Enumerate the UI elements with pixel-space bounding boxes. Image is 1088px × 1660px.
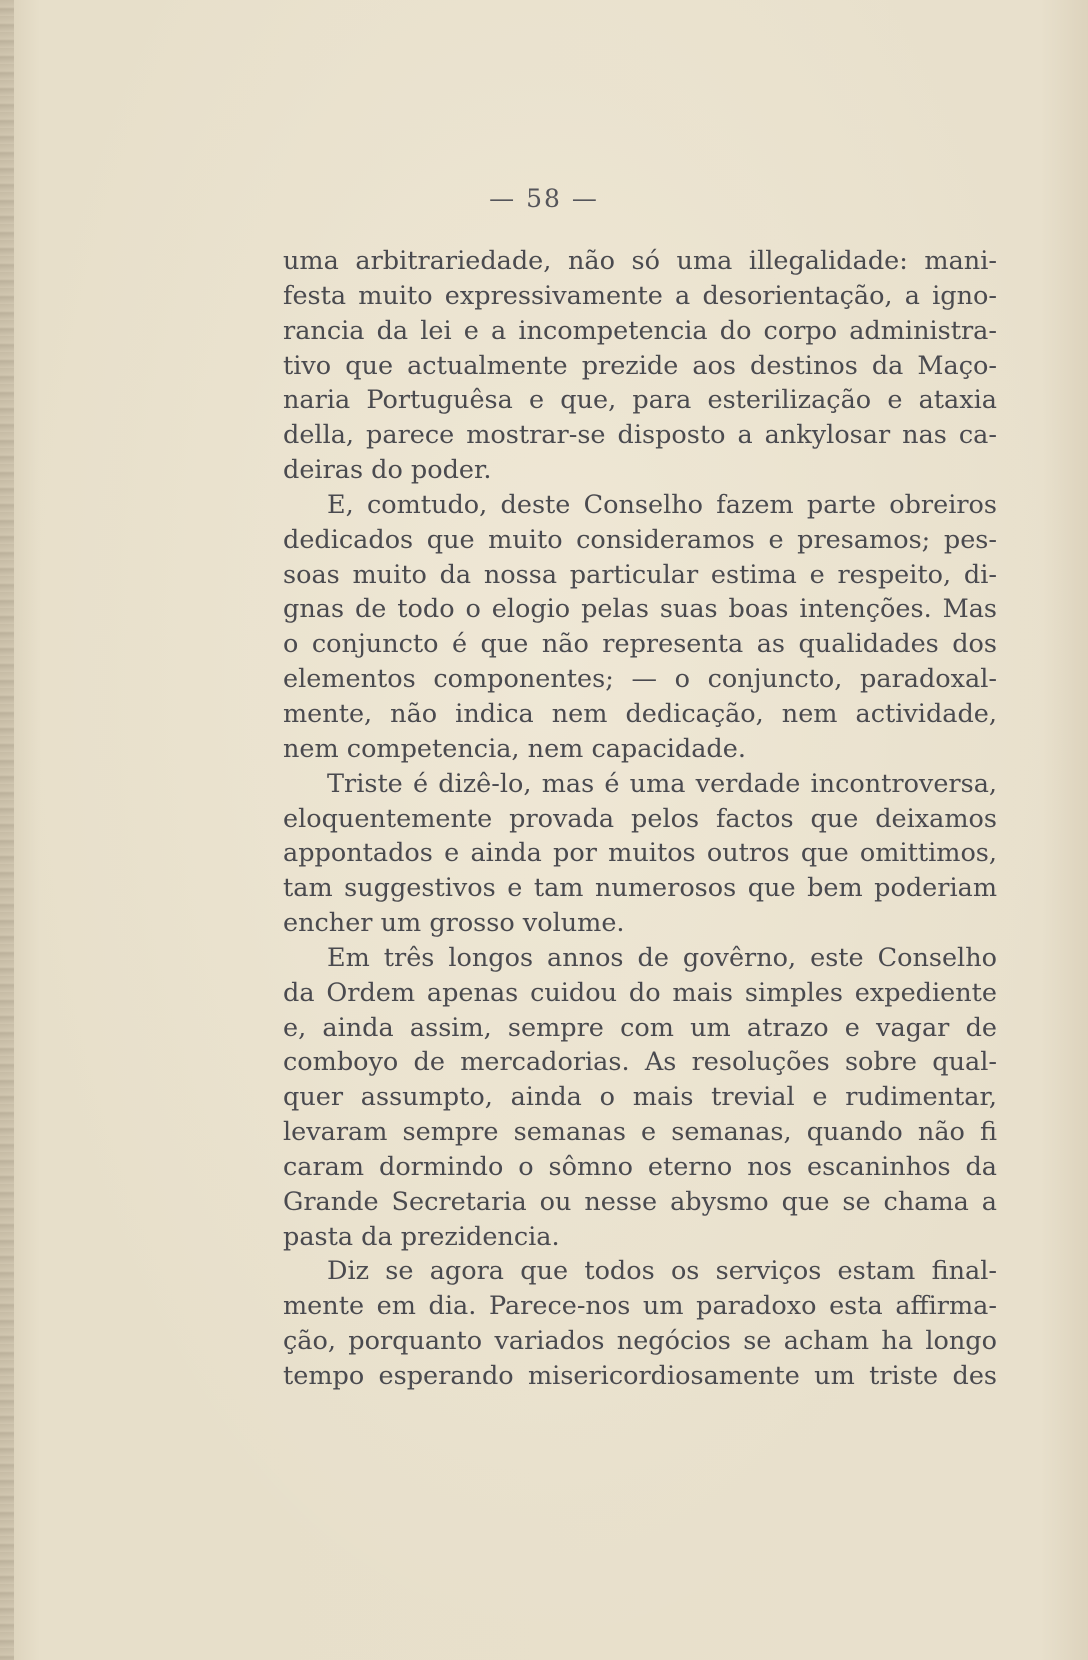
text-line: o conjuncto é que não representa as qualidades dos: [283, 629, 997, 660]
text-line: comboyo de mercadorias. As resoluções sobre qual-: [283, 1047, 997, 1078]
text-line: Diz se agora que todos os serviços estam final-: [327, 1256, 997, 1287]
text-line: quer assumpto, ainda o mais trevial e rudimentar,: [283, 1082, 997, 1113]
text-line: mente, não indica nem dedicação, nem actividade,: [283, 698, 997, 729]
text-line: levaram sempre semanas e semanas, quando não fi: [283, 1117, 997, 1148]
text-line: deiras do poder.: [283, 455, 492, 486]
text-line: festa muito expressivamente a desorientação, a igno-: [283, 280, 997, 311]
text-line: nem competencia, nem capacidade.: [283, 733, 746, 764]
text-line: rancia da lei e a incompetencia do corpo administra-: [283, 315, 997, 346]
text-line: Em três longos annos de govêrno, este Conselho: [327, 942, 997, 973]
text-line: elementos componentes; — o conjuncto, paradoxal-: [283, 664, 997, 695]
text-line: della, parece mostrar-se disposto a ankylosar nas ca-: [283, 420, 997, 451]
page-binding-edge: [0, 0, 14, 1660]
body-text: [283, 244, 997, 1394]
text-line: gnas de todo o elogio pelas suas boas intenções. Mas: [283, 594, 997, 625]
text-line: e, ainda assim, sempre com um atrazo e vagar de: [283, 1012, 997, 1043]
text-line: pasta da prezidencia.: [283, 1221, 560, 1252]
text-line: uma arbitrariedade, não só uma illegalidade: mani-: [283, 246, 997, 276]
text-line: encher um grosso volume.: [283, 908, 625, 939]
text-line: tam suggestivos e tam numerosos que bem poderiam: [283, 873, 997, 904]
text-line: mente em dia. Parece-nos um paradoxo esta affirma-: [283, 1291, 997, 1322]
text-line: caram dormindo o sômno eterno nos escaninhos da: [283, 1151, 997, 1182]
text-line: Triste é dizê-lo, mas é uma verdade incontroversa,: [327, 768, 997, 799]
text-line: E, comtudo, deste Conselho fazem parte obreiros: [327, 489, 997, 520]
text-line: dedicados que muito consideramos e presamos; pes-: [283, 524, 997, 555]
text-line: naria Portuguêsa e que, para esterilização e ataxia: [283, 385, 997, 416]
page-number: — 58 —: [489, 184, 599, 213]
text-line: ção, porquanto variados negócios se acham ha longo: [283, 1326, 997, 1357]
text-line: Grande Secretaria ou nesse abysmo que se chama a: [283, 1186, 997, 1217]
text-line: tempo esperando misericordiosamente um triste des: [283, 1361, 997, 1391]
text-line: da Ordem apenas cuidou do mais simples expediente: [283, 977, 997, 1008]
text-line: soas muito da nossa particular estima e respeito, di-: [283, 559, 997, 590]
text-line: tivo que actualmente prezide aos destinos da Maço-: [283, 350, 997, 381]
text-line: eloquentemente provada pelos factos que deixamos: [283, 803, 997, 834]
text-line: appontados e ainda por muitos outros que omittimos,: [283, 838, 997, 869]
